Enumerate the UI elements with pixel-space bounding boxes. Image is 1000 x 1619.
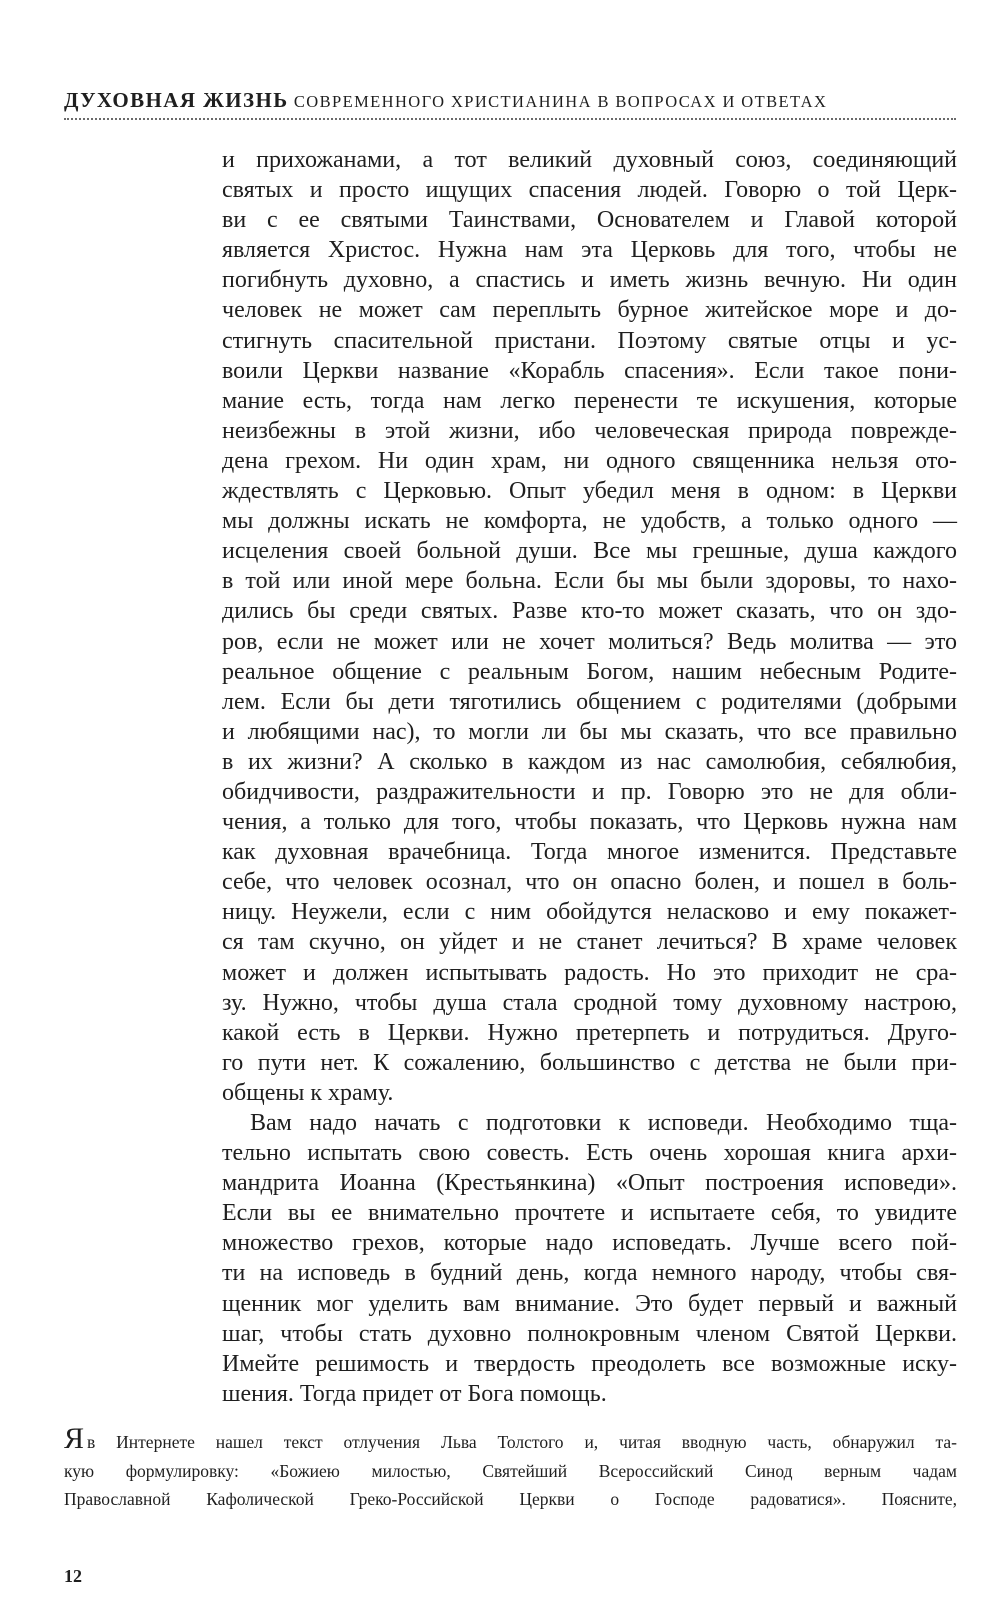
answer-line: ров, если не может или не хочет молиться? Ведь молитва — это	[222, 628, 957, 655]
answer-line: Имейте решимость и твердость преодолеть все возможные иску-	[222, 1350, 957, 1377]
running-header-title: ДУХОВНАЯ ЖИЗНЬ	[64, 88, 289, 112]
answer-line: ся там скучно, он уйдет и не станет лечиться? В храме человек	[222, 929, 957, 956]
question-line: Православной Кафолической Греко-Российской Церкви о Господе радоватися». Поясните,	[64, 1489, 957, 1509]
running-header	[64, 88, 954, 113]
answer-line: шаг, чтобы стать духовно полнокровным членом Святой Церкви.	[222, 1320, 957, 1347]
answer-line: мы должны искать не комфорта, не удобств, а только одного —	[222, 508, 957, 535]
answer-line: множество грехов, которые надо исповедать. Лучше всего пой-	[222, 1230, 957, 1257]
answer-line: Если вы ее внимательно прочтете и испытаете себя, то увидите	[222, 1200, 957, 1227]
answer-line: ви с ее святыми Таинствами, Основателем и Главой которой	[222, 207, 957, 234]
answer-line: мание есть, тогда нам легко перенести те искушения, которые	[222, 387, 957, 414]
answer-line: и любящими нас), то могли ли бы мы сказать, что все правильно	[222, 718, 957, 745]
question-line	[64, 1422, 957, 1457]
answer-line: может и должен испытывать радость. Но это приходит не сра-	[222, 959, 957, 986]
answer-line: стигнуть спасительной пристани. Поэтому святые отцы и ус-	[222, 327, 957, 354]
answer-line: шения. Тогда придет от Бога помощь.	[222, 1380, 607, 1407]
answer-line: мандрита Иоанна (Крестьянкина) «Опыт построения исповеди».	[222, 1170, 957, 1197]
answer-line: воили Церкви название «Корабль спасения». Если такое пони-	[222, 357, 957, 384]
answer-line: и прихожанами, а тот великий духовный союз, соединяющий	[222, 147, 957, 173]
answer-line: неизбежны в этой жизни, ибо человеческая природа поврежде-	[222, 417, 957, 444]
answer-line: ти на исповедь в будний день, когда немного народу, чтобы свя-	[222, 1260, 957, 1287]
answer-line: общены к храму.	[222, 1079, 394, 1106]
answer-line: погибнуть духовно, а спастись и иметь жизнь вечную. Ни один	[222, 267, 957, 294]
answer-line: как духовная врачебница. Тогда многое изменится. Представьте	[222, 839, 957, 866]
answer-line: ницу. Неужели, если с ним обойдутся неласково и ему покажет-	[222, 899, 957, 926]
answer-line: тельно испытать свою совесть. Есть очень хорошая книга архи-	[222, 1140, 957, 1167]
answer-line: дена грехом. Ни один храм, ни одного священника нельзя ото-	[222, 447, 957, 474]
answer-line: является Христос. Нужна нам эта Церковь для того, чтобы не	[222, 237, 957, 264]
answer-line: обидчивости, раздражительности и пр. Говорю это не для обли-	[222, 778, 957, 805]
answer-line: святых и просто ищущих спасения людей. Говорю о той Церк-	[222, 177, 957, 204]
answer-line: ждествлять с Церковью. Опыт убедил меня в одном: в Церкви	[222, 478, 957, 505]
answer-line: лем. Если бы дети тяготились общением с родителями (добрыми	[222, 688, 957, 715]
answer-line: человек не может сам переплыть бурное житейское море и до-	[222, 297, 957, 324]
answer-line: щенник мог уделить вам внимание. Это будет первый и важный	[222, 1290, 957, 1317]
answer-line: в той или иной мере больна. Если бы мы были здоровы, то нахо-	[222, 568, 957, 595]
answer-line: го пути нет. К сожалению, большинство с детства не были при-	[222, 1049, 957, 1076]
answer-line: в их жизни? А сколько в каждом из нас самолюбия, себялюбия,	[222, 748, 957, 775]
question-line-text: в Интернете нашел текст отлучения Льва Толстого и, читая вводную часть, обнаружил та-	[87, 1432, 957, 1452]
answer-line: дились бы среди святых. Разве кто-то может сказать, что он здо-	[222, 598, 957, 625]
answer-line: зу. Нужно, чтобы душа стала сродной тому духовному настрою,	[222, 989, 957, 1016]
answer-line: Вам надо начать с подготовки к исповеди. Необходимо тща-	[250, 1110, 957, 1136]
question-line: кую формулировку: «Божиею милостью, Святейший Всероссийский Синод верным чадам	[64, 1460, 957, 1481]
answer-line: реальное общение с реальным Богом, нашим небесным Родите-	[222, 658, 957, 685]
question-initial: Я	[64, 1422, 85, 1455]
answer-line: исцеления своей больной души. Все мы грешные, душа каждого	[222, 538, 957, 565]
answer-line: чения, а только для того, чтобы показать, что Церковь нужна нам	[222, 809, 957, 836]
answer-line: себе, что человек осознал, что он опасно болен, и пошел в боль-	[222, 869, 957, 896]
page-number: 12	[64, 1566, 82, 1586]
running-header-subtitle: СОВРЕМЕННОГО ХРИСТИАНИНА В ВОПРОСАХ И ОТВЕТАХ	[293, 92, 828, 111]
answer-line: какой есть в Церкви. Нужно претерпеть и потрудиться. Друго-	[222, 1019, 957, 1046]
answer-text	[222, 145, 957, 1409]
question-text	[64, 1422, 957, 1514]
header-dotted-divider	[64, 118, 956, 120]
